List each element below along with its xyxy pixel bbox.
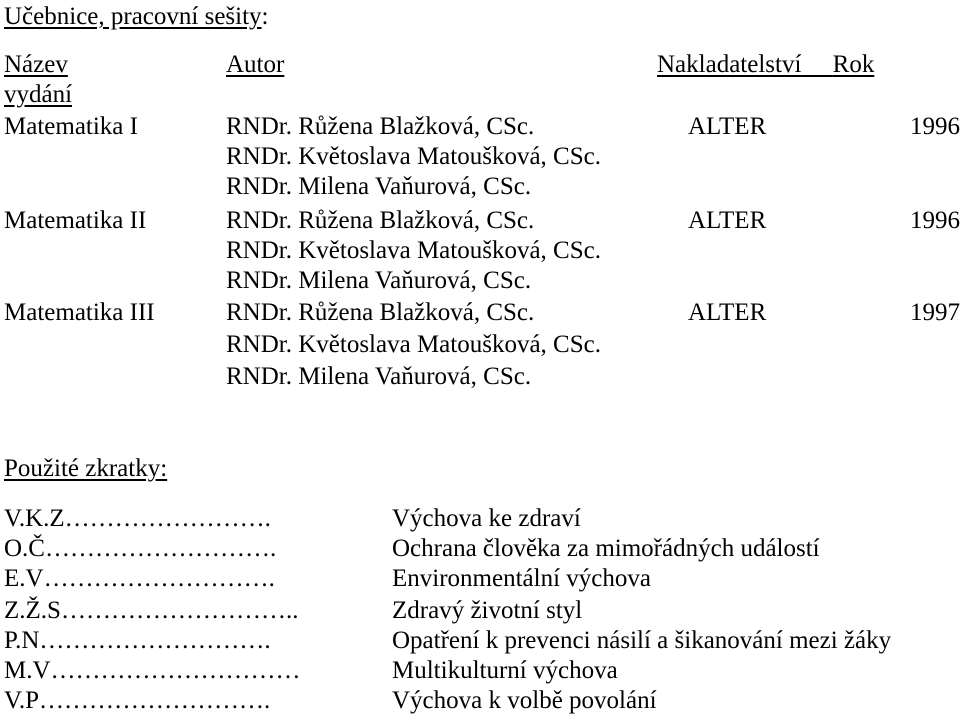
abbr-code: O.Č………………………. <box>4 535 277 562</box>
abbr-meaning: Zdravý životní styl <box>392 597 583 624</box>
header-year-cont: vydání <box>4 81 73 108</box>
book-title: Matematika III <box>4 299 155 326</box>
book-publisher: ALTER <box>688 113 767 140</box>
book-year: 1996 <box>910 113 960 140</box>
abbr-code: M.V………………………… <box>4 657 301 684</box>
book-publisher: ALTER <box>688 207 767 234</box>
abbr-code: V.P………………………. <box>4 687 271 714</box>
abbr-code: E.V………………………. <box>4 565 275 592</box>
book-author: RNDr. Květoslava Matoušková, CSc. <box>226 237 601 264</box>
book-author: RNDr. Milena Vaňurová, CSc. <box>226 267 532 294</box>
section-title-colon: : <box>261 3 269 30</box>
header-name: Název <box>4 51 68 78</box>
book-author: RNDr. Květoslava Matoušková, CSc. <box>226 143 601 170</box>
section-title <box>4 2 269 32</box>
book-author: RNDr. Milena Vaňurová, CSc. <box>226 173 532 200</box>
abbr-meaning: Environmentální výchova <box>392 565 651 592</box>
book-author: RNDr. Růžena Blažková, CSc. <box>226 207 535 234</box>
book-publisher: ALTER <box>688 299 767 326</box>
abbr-code: P.N………………………. <box>4 627 271 654</box>
book-title: Matematika I <box>4 113 138 140</box>
book-year: 1997 <box>910 299 960 326</box>
book-year: 1996 <box>910 207 960 234</box>
abbr-meaning: Multikulturní výchova <box>392 657 618 684</box>
abbr-meaning: Výchova k volbě povolání <box>392 687 657 714</box>
abbr-meaning: Výchova ke zdraví <box>392 505 581 532</box>
abbr-meaning: Ochrana člověka za mimořádných událostí <box>392 535 820 562</box>
abbr-code: V.K.Z……………………. <box>4 505 271 532</box>
book-author: RNDr. Květoslava Matoušková, CSc. <box>226 331 601 358</box>
book-author: RNDr. Růžena Blažková, CSc. <box>226 299 535 326</box>
abbr-code: Z.Ž.S……………………….. <box>4 597 299 624</box>
book-author: RNDr. Milena Vaňurová, CSc. <box>226 363 532 390</box>
section-title-text: Učebnice, pracovní sešity <box>4 3 262 30</box>
book-author: RNDr. Růžena Blažková, CSc. <box>226 113 535 140</box>
abbr-meaning: Opatření k prevenci násilí a šikanování mezi žáky <box>392 627 892 654</box>
header-author: Autor <box>226 51 285 78</box>
header-publisher-year: Nakladatelství Rok <box>657 51 875 78</box>
book-title: Matematika II <box>4 207 147 234</box>
abbr-title: Použité zkratky: <box>4 455 168 482</box>
